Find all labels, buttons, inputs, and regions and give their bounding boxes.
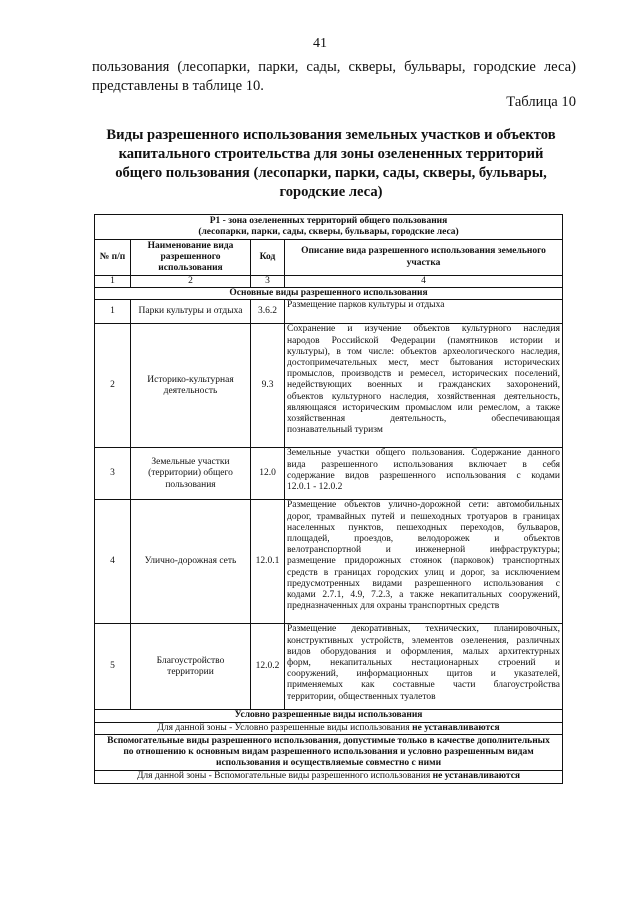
- desc-line: применяемых как составные части благоустройства: [287, 680, 561, 691]
- row-num: 4: [95, 500, 131, 624]
- desc-line: являющаяся историческим промыслом или ремеслом, а также: [287, 402, 561, 413]
- row-desc: [285, 500, 563, 624]
- column-number-row: [95, 276, 563, 288]
- row-code: 9.3: [251, 324, 285, 448]
- desc-line: территории, общественных туалетов: [287, 691, 436, 702]
- table-row: [95, 300, 563, 324]
- desc-line: недействующих военных и гражданских захоронений,: [287, 380, 561, 391]
- row-name: Благоустройство территории: [131, 624, 251, 710]
- note-conditional: [95, 722, 563, 734]
- desc-line: промыслов, производств и ремесел, исторических поселений,: [287, 369, 561, 380]
- zone-header-row: [95, 215, 563, 240]
- desc-line: познавательный туризм: [287, 425, 383, 436]
- land-use-table: [94, 214, 563, 784]
- section-row-main: [95, 288, 563, 300]
- note-emphasis: не устанавливаются: [432, 771, 521, 782]
- row-num: 1: [95, 300, 131, 324]
- desc-line: Размещение объектов улично-дорожной сети: автомобильных: [287, 500, 561, 511]
- row-code: 12.0.2: [251, 624, 285, 710]
- row-desc: [285, 324, 563, 448]
- row-num: 3: [95, 448, 131, 500]
- header-code: Код: [251, 240, 285, 276]
- desc-line: сооружений, информационных щитов и указателей,: [287, 669, 561, 680]
- note-text: Для данной зоны - Вспомогательные виды разрешенного использования: [136, 771, 431, 782]
- note-auxiliary: [95, 771, 563, 783]
- table-row: [95, 500, 563, 624]
- section-title-auxiliary: Вспомогательные виды разрешенного использования, допустимые только в качестве дополнительных по отношению к основным видам разрешенного использования и условно разрешенным видам использования и осуществляемые совместно с ними: [95, 734, 563, 771]
- column-number: 4: [285, 276, 563, 288]
- desc-line: велотранспортной и инженерной инфраструктуры;: [287, 545, 561, 556]
- note-row-auxiliary: [95, 771, 563, 783]
- desc-line: Земельные участки общего пользования. Содержание данного: [287, 448, 561, 459]
- column-number: 2: [131, 276, 251, 288]
- row-name: Земельные участки (территории) общего пользования: [131, 448, 251, 500]
- note-text: Для данной зоны - Условно разрешенные виды использования: [157, 722, 410, 733]
- desc-line: средств в границах городских улиц и дорог, за исключением: [287, 567, 561, 578]
- row-desc: [285, 624, 563, 710]
- desc-line: видов оборудования и оформления, малых архитектурных: [287, 646, 561, 657]
- row-code: 3.6.2: [251, 300, 285, 324]
- desc-line: хозяйственная деятельность, обеспечивающая: [287, 414, 561, 425]
- note-row-conditional: [95, 722, 563, 734]
- desc-line: вида разрешенного использования включает в себя: [287, 459, 561, 470]
- desc-line: культуры), в том числе: объектов археологического наследия,: [287, 346, 561, 357]
- desc-line: достопримечательных мест, мест бытования исторических: [287, 358, 561, 369]
- desc-line: предусмотренных видами разрешенного использования с: [287, 578, 561, 589]
- desc-line: предназначенных для охраны транспортных средств: [287, 601, 500, 612]
- table-row: [95, 448, 563, 500]
- intro-paragraph: пользования (лесопарки, парки, сады, скверы, бульвары, городские леса) представлены в таблице 10.: [92, 59, 576, 94]
- row-code: 12.0: [251, 448, 285, 500]
- desc-line: дорог, трамвайных путей и пешеходных тротуаров в границах: [287, 511, 561, 522]
- section-title-conditional: Условно разрешенные виды использования: [95, 710, 563, 722]
- desc-line: площадей, проездов, велодорожек и объектов: [287, 534, 561, 545]
- table-caption: Таблица 10: [506, 94, 576, 110]
- section-row-conditional: [95, 710, 563, 722]
- row-name: Парки культуры и отдыха: [131, 300, 251, 324]
- desc-line: конструктивных устройств, элементов озеленения, различных: [287, 635, 561, 646]
- row-desc: [285, 448, 563, 500]
- desc-line: кодами 2.7.1, 4.9, 7.2.3, а также некапитальных сооружений,: [287, 590, 561, 601]
- column-header-row: [95, 240, 563, 276]
- page-number: 41: [313, 36, 327, 51]
- desc-line: объектов культурного наследия, хозяйственная деятельность,: [287, 391, 561, 402]
- row-num: 2: [95, 324, 131, 448]
- section-title-main: Основные виды разрешенного использования: [95, 288, 563, 300]
- desc-line: форм, некапитальных нестационарных строений и: [287, 658, 561, 669]
- desc-line: 12.0.1 - 12.0.2: [287, 482, 343, 493]
- table-row: [95, 624, 563, 710]
- desc-line: размещение придорожных стоянок (парковок) транспортных: [287, 556, 561, 567]
- desc-line: Сохранение и изучение объектов культурного наследия: [287, 324, 561, 335]
- desc-line: Размещение декоративных, технических, планировочных,: [287, 624, 561, 635]
- header-name: Наименование вида разрешенного использования: [131, 240, 251, 276]
- desc-line: содержание видов разрешенного использования с кодами: [287, 470, 561, 481]
- zone-title: Р1 - зона озелененных территорий общего пользования: [209, 215, 448, 226]
- note-emphasis: не устанавливаются: [412, 722, 500, 733]
- row-desc: [285, 300, 563, 324]
- row-code: 12.0.1: [251, 500, 285, 624]
- table-row: [95, 324, 563, 448]
- row-name: Историко-культурная деятельность: [131, 324, 251, 448]
- column-number: 3: [251, 276, 285, 288]
- column-number: 1: [95, 276, 131, 288]
- header-desc: Описание вида разрешенного использования земельного участка: [285, 240, 563, 276]
- document-title: Виды разрешенного использования земельных участков и объектов капитального строительства для зоны озелененных территорий общего пользования (лесопарки, парки, сады, скверы, бульвары, городские леса): [106, 127, 556, 200]
- row-name: Улично-дорожная сеть: [131, 500, 251, 624]
- row-num: 5: [95, 624, 131, 710]
- zone-subtitle: (лесопарки, парки, сады, скверы, бульвары, городские леса): [198, 227, 459, 237]
- section-row-auxiliary: [95, 734, 563, 771]
- desc-line: народов Российской Федерации (памятников истории и: [287, 335, 561, 346]
- desc-line: населенных пунктов, пешеходных переходов, бульваров,: [287, 522, 561, 533]
- header-num: № п/п: [95, 240, 131, 276]
- desc-line: Размещение парков культуры и отдыха: [287, 300, 445, 311]
